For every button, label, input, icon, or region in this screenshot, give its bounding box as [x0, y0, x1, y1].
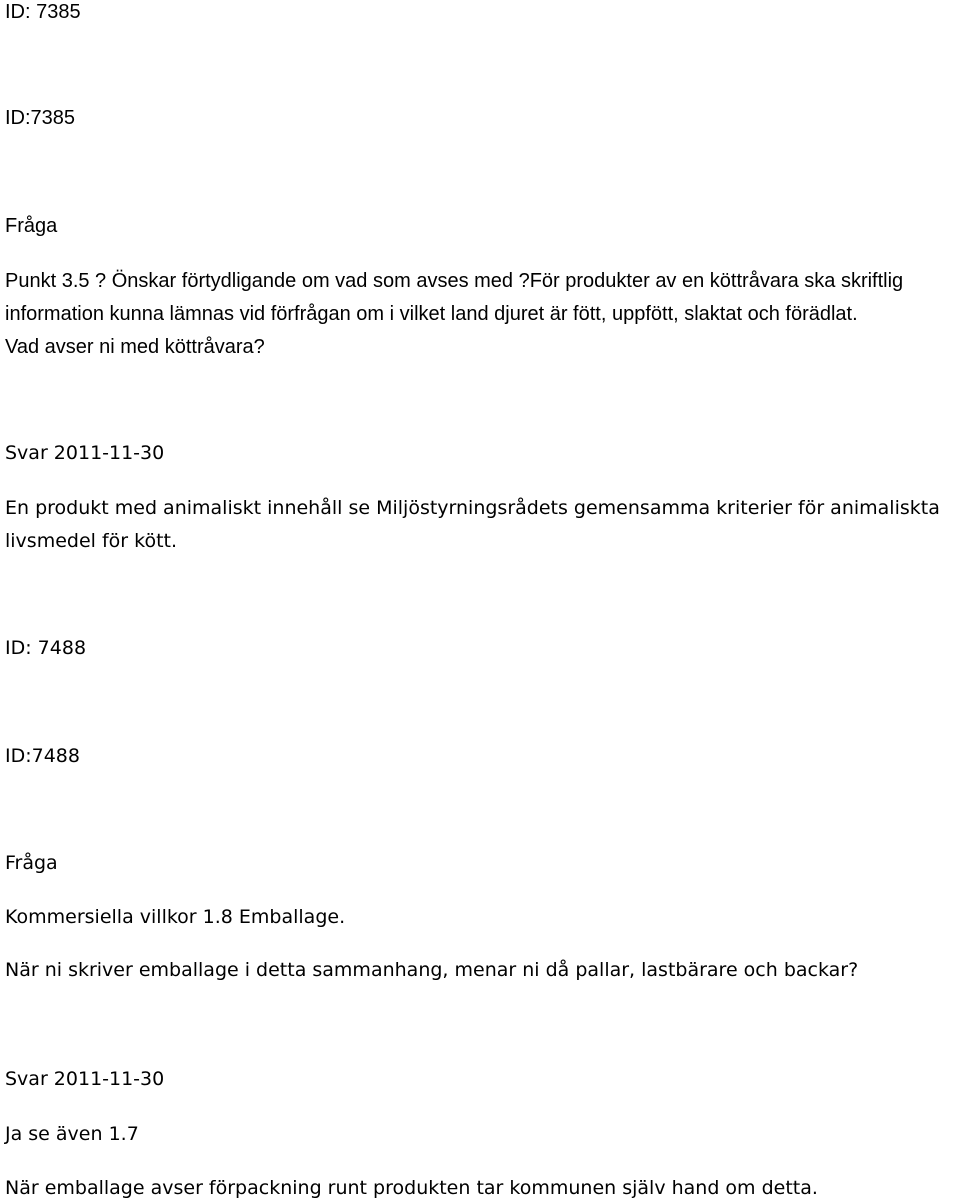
question-label: Fråga: [5, 852, 58, 874]
question-text-line: Punkt 3.5 ? Önskar förtydligande om vad som avses med ?För produkter av en köttråvara ska skriftlig: [5, 270, 904, 292]
answer-text-line: Ja se även 1.7: [5, 1123, 139, 1145]
question-label: Fråga: [5, 215, 58, 237]
question-text-line: Vad avser ni med köttråvara?: [5, 336, 265, 358]
entry-id-heading: ID: 7385: [5, 1, 81, 23]
answer-text-line: En produkt med animaliskt innehåll se Miljöstyrningsrådets gemensamma kriterier för animaliskta: [5, 497, 940, 519]
entry-id-label: ID:7488: [5, 745, 80, 767]
answer-label: Svar 2011-11-30: [5, 1068, 165, 1090]
answer-text-line: När emballage avser förpackning runt produkten tar kommunen själv hand om detta.: [5, 1177, 818, 1199]
question-text-line: Kommersiella villkor 1.8 Emballage.: [5, 906, 346, 928]
answer-label: Svar 2011-11-30: [5, 442, 165, 464]
entry-id-heading: ID: 7488: [5, 637, 87, 659]
entry-id-label: ID:7385: [5, 107, 76, 129]
question-text-line: information kunna lämnas vid förfrågan om i vilket land djuret är fött, uppfött, slaktat och förädlat.: [5, 303, 858, 325]
answer-text-line: livsmedel för kött.: [5, 530, 178, 552]
question-text-line: När ni skriver emballage i detta sammanhang, menar ni då pallar, lastbärare och backar?: [5, 959, 859, 981]
